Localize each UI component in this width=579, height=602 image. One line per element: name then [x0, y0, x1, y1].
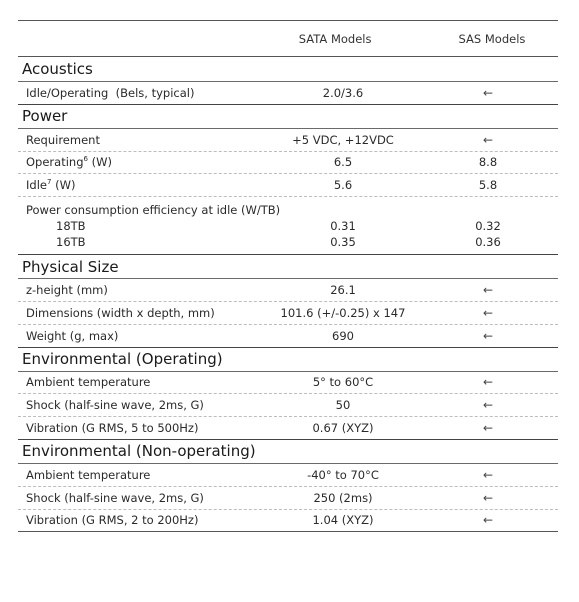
row-label: Power consumption efficiency at idle (W/TB): [26, 203, 281, 218]
section-environmental-operating: [18, 347, 558, 371]
section-title: Environmental (Operating): [22, 350, 223, 369]
row-sata: 6.5: [333, 155, 353, 170]
left-arrow-icon: ←: [482, 467, 494, 482]
section-title: Power: [22, 107, 68, 126]
label-text: Idle: [26, 178, 47, 193]
row-label: Ambient temperature: [26, 467, 151, 482]
table-row: [18, 173, 558, 196]
row-label: Vibration (G RMS, 2 to 200Hz): [26, 513, 199, 528]
table-row-efficiency: [18, 196, 558, 254]
table-row: [18, 509, 558, 532]
left-arrow-icon: ←: [482, 398, 494, 413]
left-arrow-icon: ←: [482, 375, 494, 390]
header-sas: SAS Models: [458, 31, 526, 46]
row-sata: +5 VDC, +12VDC: [292, 132, 394, 147]
sub-row: [18, 218, 558, 234]
row-label: Ambient temperature: [26, 375, 151, 390]
label-unit: (W): [51, 178, 76, 193]
table-row: [18, 463, 558, 486]
section-title: Physical Size: [22, 257, 119, 276]
table-row: [18, 278, 558, 301]
row-sas: 0.36: [475, 235, 501, 250]
table-row: [18, 486, 558, 509]
section-title: Acoustics: [22, 60, 93, 78]
left-arrow-icon: ←: [482, 513, 494, 528]
row-sata: 5° to 60°C: [312, 375, 374, 390]
row-sata: 0.31: [330, 219, 356, 234]
table-row: [18, 416, 558, 439]
sub-row-label: 18TB: [56, 219, 86, 234]
row-label: [18, 155, 268, 169]
left-arrow-icon: ←: [482, 283, 494, 298]
left-arrow-icon: ←: [482, 132, 494, 147]
section-environmental-non-operating: [18, 439, 558, 463]
left-arrow-icon: ←: [482, 328, 494, 343]
row-sata: 5.6: [333, 178, 353, 193]
table-bottom-rule: [18, 531, 558, 532]
table-row: [18, 301, 558, 324]
table-row: [18, 81, 558, 104]
section-physical-size: [18, 254, 558, 278]
row-sata: 0.67 (XYZ): [312, 421, 374, 436]
header-sata: SATA Models: [298, 31, 372, 46]
row-label: z-height (mm): [26, 283, 108, 298]
section-acoustics: [18, 57, 558, 81]
row-sata: 101.6 (+/-0.25) x 147: [280, 305, 406, 320]
sub-row: [18, 234, 558, 250]
table-row: [18, 393, 558, 416]
row-sas: 5.8: [478, 178, 498, 193]
left-arrow-icon: ←: [482, 305, 494, 320]
row-label: Requirement: [26, 132, 100, 147]
section-power: [18, 104, 558, 128]
table-header: [18, 20, 558, 57]
row-sata: 690: [332, 328, 354, 343]
row-label: [18, 178, 268, 192]
row-sas: 8.8: [478, 155, 498, 170]
left-arrow-icon: ←: [482, 85, 494, 100]
row-label: Shock (half-sine wave, 2ms, G): [26, 398, 204, 413]
sub-row-label: 16TB: [56, 235, 86, 250]
spec-table: [18, 20, 558, 532]
row-label: Shock (half-sine wave, 2ms, G): [26, 490, 204, 505]
row-label: Weight (g, max): [26, 328, 119, 343]
footnote-marker: 7: [46, 178, 52, 187]
row-sata: 2.0/3.6: [322, 85, 364, 100]
left-arrow-icon: ←: [482, 421, 494, 436]
row-sas: 0.32: [475, 219, 501, 234]
row-sata: 50: [335, 398, 351, 413]
row-sata: 1.04 (XYZ): [312, 513, 374, 528]
footnote-marker: 6: [83, 155, 88, 164]
row-sata: -40° to 70°C: [307, 467, 379, 482]
table-row: [18, 371, 558, 394]
table-row: [18, 324, 558, 347]
label-unit: (W): [87, 155, 112, 170]
label-text: Operating: [26, 155, 84, 170]
section-title: Environmental (Non-operating): [22, 442, 256, 461]
left-arrow-icon: ←: [482, 490, 494, 505]
row-label: Idle/Operating (Bels, typical): [26, 85, 195, 100]
row-sata: 250 (2ms): [313, 490, 373, 505]
row-label: Dimensions (width x depth, mm): [26, 305, 215, 320]
table-row: [18, 128, 558, 151]
row-label: Vibration (G RMS, 5 to 500Hz): [26, 421, 199, 436]
row-sata: 26.1: [330, 283, 356, 298]
row-sata: 0.35: [330, 235, 356, 250]
table-row: [18, 151, 558, 174]
